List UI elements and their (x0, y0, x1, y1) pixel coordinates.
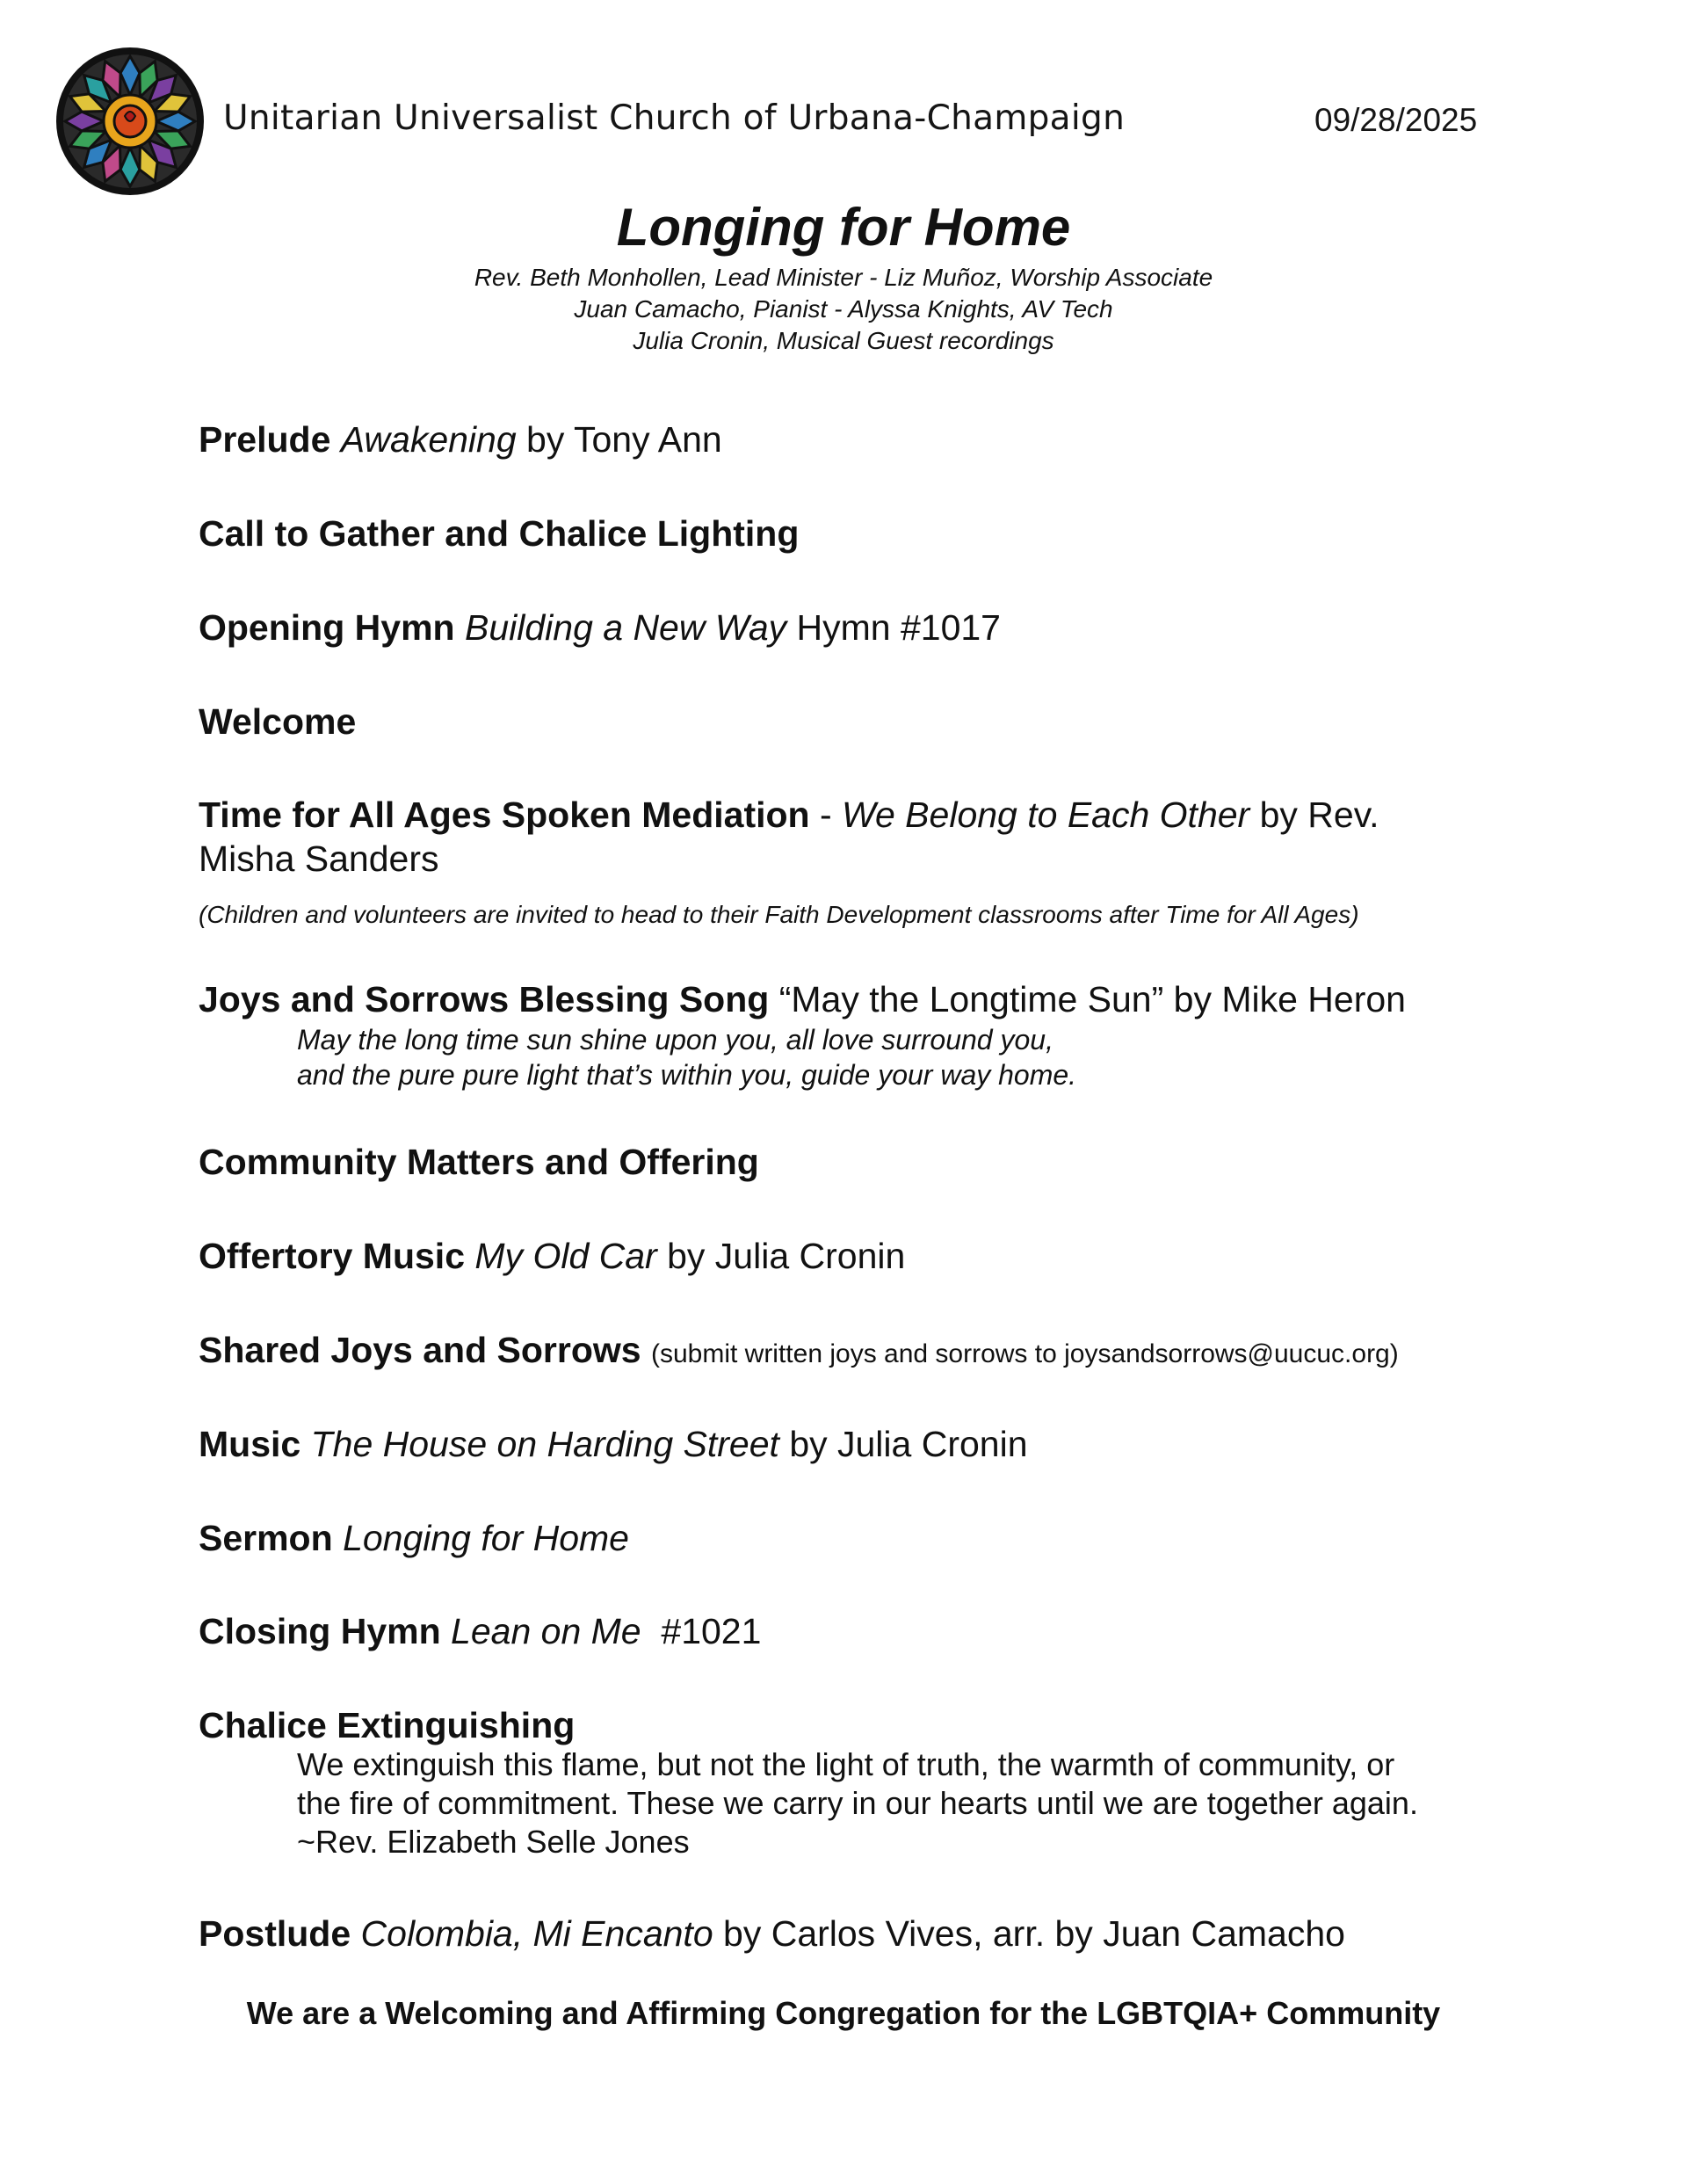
order-item-sermon (199, 1516, 1517, 1560)
item-piece: Awakening (340, 419, 517, 460)
item-label: Time for All Ages Spoken Mediation (199, 795, 810, 835)
order-item-welcome (199, 700, 1517, 744)
item-label: Postlude (199, 1913, 351, 1954)
church-logo (54, 46, 206, 197)
item-label: Chalice Extinguishing (199, 1705, 576, 1745)
blessing-lyrics (297, 1022, 1076, 1092)
order-item-community-matters (199, 1140, 1517, 1184)
item-piece: We Belong to Each Other (842, 795, 1250, 835)
item-detail: by Carlos Vives, arr. by Juan Camacho (713, 1913, 1345, 1954)
order-item-prelude (199, 417, 1517, 461)
quote-line: the fire of commitment. These we carry in our hearts until we are together again. (297, 1785, 1418, 1821)
item-label: Offertory Music (199, 1236, 465, 1276)
service-date: 09/28/2025 (1314, 102, 1478, 138)
extinguishing-quote (297, 1745, 1418, 1861)
item-label: Community Matters and Offering (199, 1142, 759, 1182)
lyric-line: May the long time sun shine upon you, all love surround you, (297, 1024, 1053, 1056)
item-label: Opening Hymn (199, 607, 455, 648)
item-label: Welcome (199, 701, 357, 742)
order-item-call-to-gather (199, 512, 1517, 555)
order-item-postlude (199, 1912, 1517, 1955)
order-item-offertory (199, 1234, 1517, 1278)
item-detail: #1021 (641, 1611, 762, 1651)
item-label: Shared Joys and Sorrows (199, 1330, 641, 1370)
order-item-time-for-all-ages (199, 793, 1481, 881)
item-detail: by Tony Ann (516, 419, 722, 460)
item-detail: by Rev. Misha Sanders (199, 795, 1379, 879)
lyric-line: and the pure pure light that’s within you, guide your way home. (297, 1059, 1077, 1091)
credit-line: Rev. Beth Monhollen, Lead Minister - Liz Muñoz, Worship Associate (474, 264, 1213, 291)
item-separator: - (809, 795, 843, 835)
welcoming-congregation-statement: We are a Welcoming and Affirming Congregation for the LGBTQIA+ Community (246, 1995, 1441, 2031)
credit-line: Juan Camacho, Pianist - Alyssa Knights, AV Tech (574, 295, 1113, 323)
credit-line: Julia Cronin, Musical Guest recordings (633, 327, 1054, 354)
item-label: Prelude (199, 419, 331, 460)
faith-development-note: (Children and volunteers are invited to head to their Faith Development classrooms after Time for All Ages) (199, 901, 1359, 928)
order-item-shared-joys (199, 1328, 1517, 1376)
quote-line: We extinguish this flame, but not the light of truth, the warmth of community, or (297, 1746, 1395, 1782)
item-detail: by Julia Cronin (778, 1424, 1028, 1464)
quote-attribution: ~Rev. Elizabeth Selle Jones (297, 1824, 690, 1860)
item-piece: Colombia, Mi Encanto (360, 1913, 713, 1954)
stained-glass-rose-window-icon (54, 46, 206, 197)
item-piece: Longing for Home (343, 1518, 629, 1558)
service-title: Longing for Home (616, 198, 1071, 257)
order-item-chalice-extinguishing (199, 1703, 1517, 1747)
item-detail: “May the Longtime Sun” by Mike Heron (769, 979, 1406, 1019)
item-label: Sermon (199, 1518, 333, 1558)
order-item-closing-hymn (199, 1609, 1517, 1653)
order-item-music (199, 1422, 1517, 1466)
item-piece: Lean on Me (451, 1611, 641, 1651)
item-label: Music (199, 1424, 301, 1464)
item-label: Joys and Sorrows Blessing Song (199, 979, 770, 1019)
item-detail: by Julia Cronin (656, 1236, 906, 1276)
item-label: Closing Hymn (199, 1611, 441, 1651)
item-detail: Hymn #1017 (786, 607, 1001, 648)
item-piece: Building a New Way (464, 607, 787, 648)
joys-email-note: (submit written joys and sorrows to joysandsorrows@uucuc.org) (650, 1339, 1399, 1368)
service-credits (0, 262, 1687, 357)
item-piece: My Old Car (474, 1236, 657, 1276)
church-name: Unitarian Universalist Church of Urbana-Champaign (223, 98, 1126, 138)
item-label: Call to Gather and Chalice Lighting (199, 513, 800, 554)
item-piece: The House on Harding Street (310, 1424, 779, 1464)
order-item-opening-hymn (199, 606, 1517, 649)
order-item-joys-blessing (199, 977, 1517, 1021)
